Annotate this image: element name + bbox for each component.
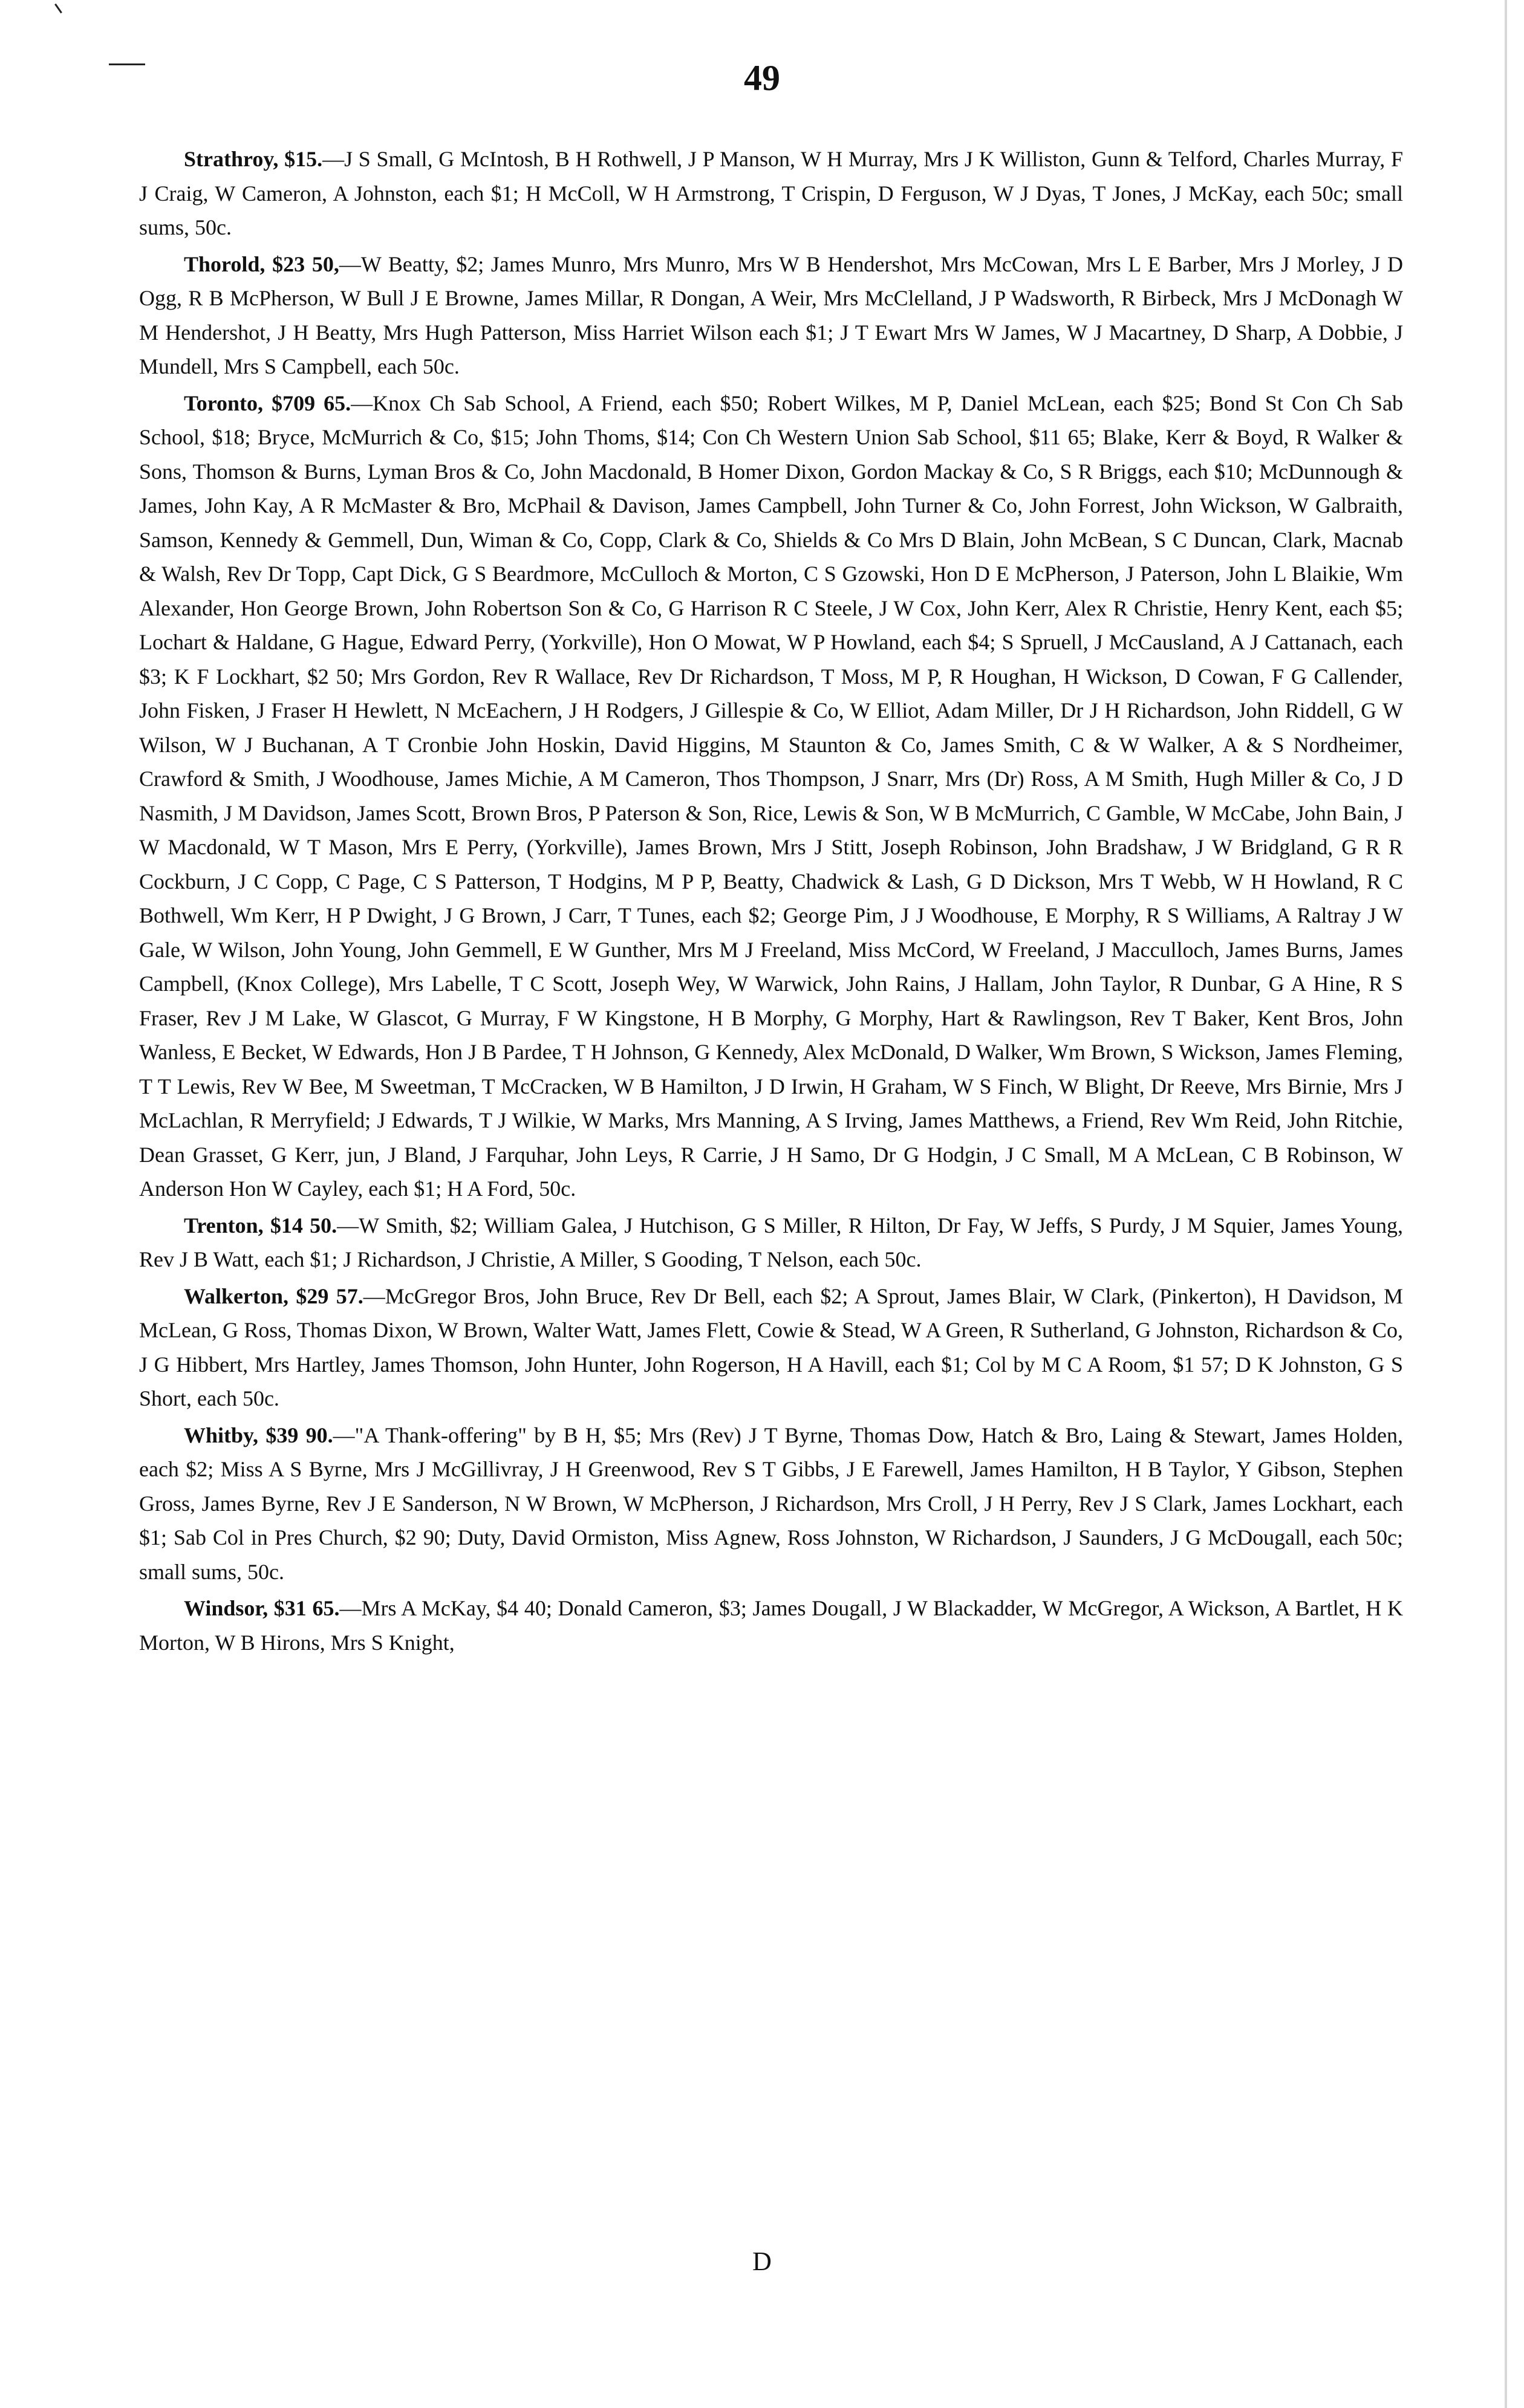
entry-place: Walkerton, bbox=[184, 1284, 289, 1308]
entry-text: —Knox Ch Sab School, A Friend, each $50; Robert Wilkes, M P, Daniel McLean, each $25; Bond St Con Ch Sab School, $18; Bryce, McMurrich & Co, $15; John Thoms, $14; Con Ch Western Union Sab School, $11 65; Blake, Kerr & Boyd, R Walker & Sons, Thomson & Burns, Lyman Bros & Co, John Macdonald, B Homer Dixon, Gordon Mackay & Co, S R Briggs, each $10; McDunnough & James, John Kay, A R McMaster & Bro, McPhail & Davison, James Campbell, John Turner & Co, John Forrest, John Wickson, W Galbraith, Samson, Kennedy & Gemmell, Dun, Wiman & Co, Copp, Clark & Co, Shields & Co Mrs D Blain, John McBean, S C Duncan, Clark, Macnab & Walsh, Rev Dr Topp, Capt Dick, G S Beardmore, McCulloch & Morton, C S Gzowski, Hon D E McPherson, J Paterson, John L Blaikie, Wm Alexander, Hon George Brown, John Robertson Son & Co, G Harrison R C Steele, J W Cox, John Kerr, Alex R Christie, Henry Kent, each $5; Lochart & Haldane, G Hague, Edward Perry, (Yorkville), Hon O Mowat, W P Howland, each $4; S Spruell, J McCausland, A J Cattanach, each $3; K F Lockhart, $2 50; Mrs Gordon, Rev R Wallace, Rev Dr Richardson, T Moss, M P, R Houghan, H Wickson, D Cowan, F G Callender, John Fisken, J Fraser H Hewlett, N McEachern, J H Rodgers, J Gillespie & Co, W Elliot, Adam Miller, Dr J H Richardson, John Riddell, G W Wilson, W J Buchanan, A T Cronbie John Hoskin, David Higgins, M Staunton & Co, James Smith, C & W Walker, A & S Nordheimer, Crawford & Smith, J Woodhouse, James Michie, A M Cameron, Thos Thompson, J Snarr, Mrs (Dr) Ross, A M Smith, Hugh Miller & Co, J D Nasmith, J M Davidson, James Scott, Brown Bros, P Paterson & Son, Rice, Lewis & Son, W B McMurrich, C Gamble, W McCabe, John Bain, J W Macdonald, W T Mason, Mrs E Perry, (Yorkville), James Brown, Mrs J Stitt, Joseph Robinson, John Bradshaw, J W Bridgland, G R R Cockburn, J C Copp, C Page, C S Patterson, T Hodgins, M P P, Beatty, Chadwick & Lash, G D Dickson, Mrs T Webb, W H Howland, R C Bothwell, Wm Kerr, H P Dwight, J G Brown, J Carr, T Tunes, each $2; George Pim, J J Woodhouse, E Morphy, R S Williams, A Raltray J W Gale, W Wilson, John Young, John Gemmell, E W Gunther, Mrs M J Freeland, Miss McCord, W Freeland, J Macculloch, James Burns, James Campbell, (Knox College), Mrs Labelle, T C Scott, Joseph Wey, W Warwick, John Rains, J Hallam, John Taylor, R Dunbar, G A Hine, R S Fraser, Rev J M Lake, W Glascot, G Murray, F W Kingstone, H B Morphy, G Morphy, Hart & Rawlingson, Rev T Baker, Kent Bros, John Wanless, E Becket, W Edwards, Hon J B Pardee, T H Johnson, G Kennedy, Alex McDonald, D Walker, Wm Brown, S Wickson, James Fleming, T T Lewis, Rev W Bee, M Sweetman, T McCracken, W B Hamilton, J D Irwin, H Graham, W S Finch, W Blight, Dr Reeve, Mrs Birnie, Mrs J McLachlan, R Merryfield; J Edwards, T J Wilkie, W Marks, Mrs Manning, A S Irving, James Matthews, a Friend, Rev Wm Reid, John Ritchie, Dean Grasset, G Kerr, jun, J Bland, J Farquhar, John Leys, R Carrie, J H Samo, Dr G Hodgin, J C Small, M A McLean, C B Robinson, W Anderson Hon W Cayley, each $1; H A Ford, 50c. bbox=[139, 391, 1404, 1201]
entry-text: —Mrs A McKay, $4 40; Donald Cameron, $3; James Dougall, J W Blackadder, W McGregor, A Wickson, A Bartlet, H K Morton, W B Hirons, Mrs S Knight, bbox=[139, 1596, 1403, 1655]
entry-place: Whitby, bbox=[184, 1423, 259, 1447]
page-number: 49 bbox=[744, 58, 780, 98]
entry-windsor bbox=[139, 1591, 1403, 1660]
entry-amount: $23 50, bbox=[272, 252, 339, 276]
entry-walkerton bbox=[139, 1279, 1403, 1416]
entry-amount: $15. bbox=[284, 147, 323, 171]
margin-mark bbox=[54, 4, 62, 13]
entry-text: —J S Small, G McIntosh, B H Rothwell, J P Manson, W H Murray, Mrs J K Williston, Gunn & Telford, Charles Murray, F J Craig, W Cameron, A Johnston, each $1; H McColl, W H Armstrong, T Crispin, D Ferguson, W J Dyas, T Jones, J McKay, each 50c; small sums, 50c. bbox=[139, 147, 1403, 239]
entry-place: Strathroy, bbox=[184, 147, 279, 171]
entry-trenton bbox=[139, 1209, 1403, 1277]
entry-amount: $14 50. bbox=[270, 1213, 337, 1238]
entry-place: Thorold, bbox=[184, 252, 265, 276]
entry-whitby bbox=[139, 1418, 1403, 1589]
page-edge bbox=[1505, 0, 1507, 2408]
entry-amount: $31 65. bbox=[273, 1596, 340, 1620]
entry-amount: $709 65. bbox=[272, 391, 351, 415]
entry-amount: $39 90. bbox=[265, 1423, 333, 1447]
entry-toronto bbox=[139, 386, 1403, 1206]
entry-place: Toronto, bbox=[184, 391, 264, 415]
entry-text: —"A Thank-offering" by B H, $5; Mrs (Rev) J T Byrne, Thomas Dow, Hatch & Bro, Laing & Stewart, James Holden, each $2; Miss A S Byrne, Mrs J McGillivray, J H Greenwood, Rev S T Gibbs, J E Farewell, James Hamilton, H B Taylor, Y Gibson, Stephen Gross, James Byrne, Rev J E Sanderson, N W Brown, W McPherson, J Richardson, Mrs Croll, J H Perry, Rev J S Clark, James Lockhart, each $1; Sab Col in Pres Church, $2 90; Duty, David Ormiston, Miss Agnew, Ross Johnston, W Richardson, J Saunders, J G McDougall, each 50c; small sums, 50c. bbox=[139, 1423, 1404, 1584]
entry-text: —W Beatty, $2; James Munro, Mrs Munro, Mrs W B Hendershot, Mrs McCowan, Mrs L E Barber, Mrs J Morley, J D Ogg, R B McPherson, W Bull J E Browne, James Millar, R Dongan, A Weir, Mrs McClelland, J P Wadsworth, R Birbeck, Mrs J McDonagh W M Hendershot, J H Beatty, Mrs Hugh Patterson, Miss Harriet Wilson each $1; J T Ewart Mrs W James, W J Macartney, D Sharp, A Dobbie, J Mundell, Mrs S Campbell, each 50c. bbox=[139, 252, 1404, 378]
entry-amount: $29 57. bbox=[296, 1284, 363, 1308]
entry-thorold bbox=[139, 247, 1403, 384]
entry-text: —W Smith, $2; William Galea, J Hutchison, G S Miller, R Hilton, Dr Fay, W Jeffs, S Purdy, J M Squier, James Young, Rev J B Watt, each $1; J Richardson, J Christie, A Miller, S Gooding, T Nelson, each 50c. bbox=[139, 1213, 1404, 1271]
entry-text: —McGregor Bros, John Bruce, Rev Dr Bell, each $2; A Sprout, James Blair, W Clark, (Pinkerton), H Davidson, M McLean, G Ross, Thomas Dixon, W Brown, Walter Watt, James Flett, Cowie & Stead, W A Green, R Sutherland, G Johnston, Richardson & Co, J G Hibbert, Mrs Hartley, James Thomson, John Hunter, John Rogerson, H A Havill, each $1; Col by M C A Room, $1 57; D K Johnston, G S Short, each 50c. bbox=[139, 1284, 1404, 1410]
entry-place: Windsor, bbox=[184, 1596, 269, 1620]
entry-strathroy bbox=[139, 142, 1403, 245]
entry-place: Trenton, bbox=[184, 1213, 264, 1238]
signature-mark: D bbox=[752, 2247, 772, 2276]
subscription-list bbox=[139, 142, 1403, 1662]
